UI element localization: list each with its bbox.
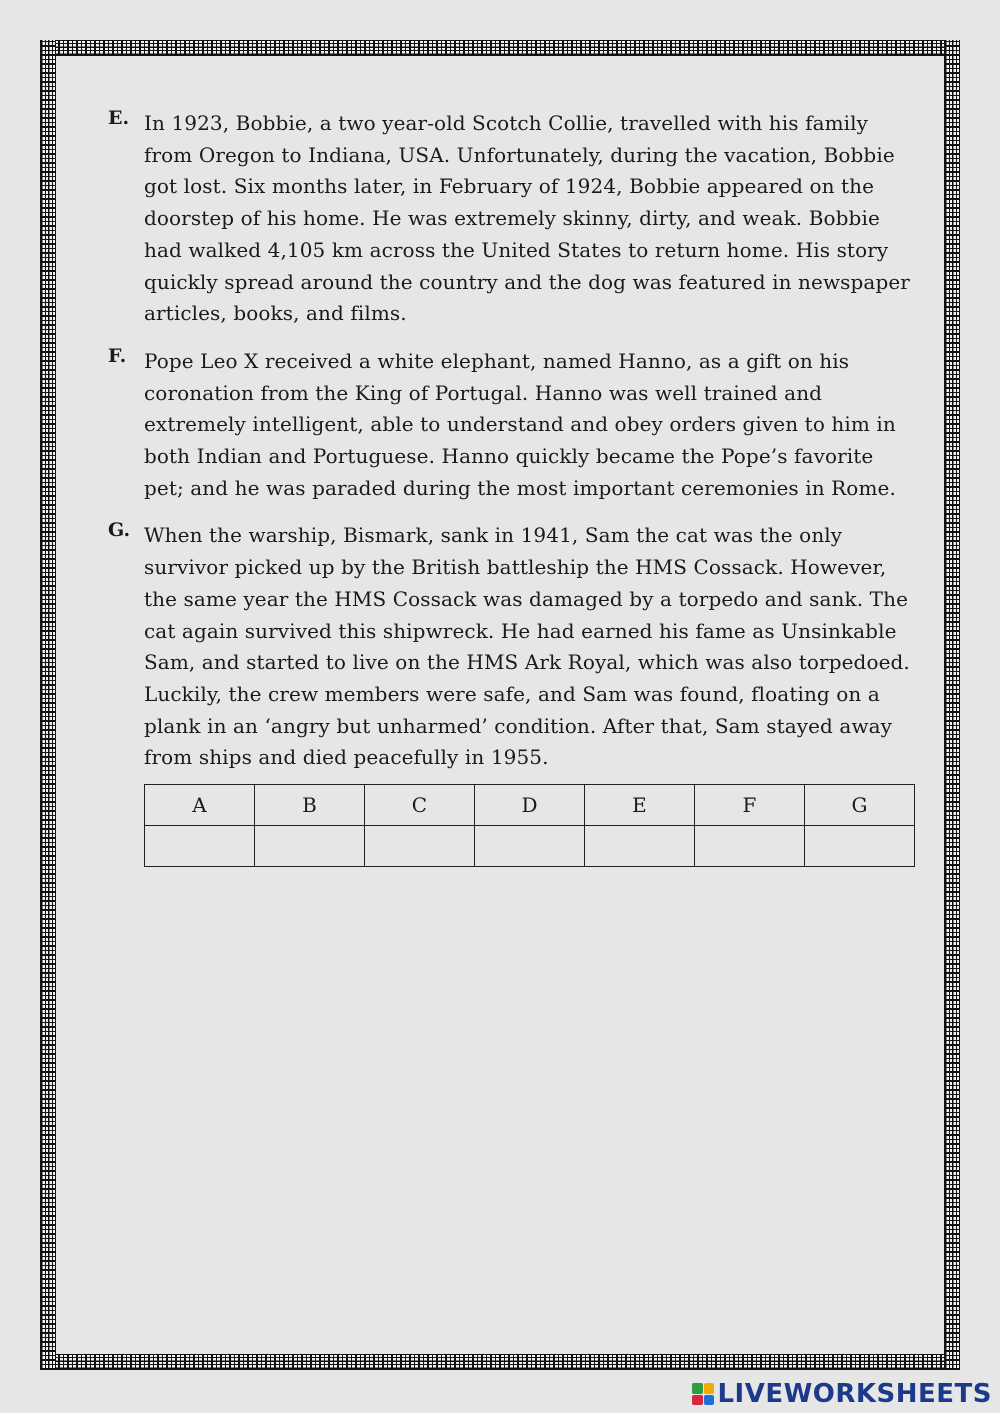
answer-cell-e[interactable] [584, 826, 694, 867]
liveworksheets-brand [692, 1379, 992, 1409]
answer-header-g: G [804, 785, 914, 826]
answer-table [144, 784, 915, 867]
paragraph-letter: F. [108, 344, 127, 367]
answer-header-b: B [254, 785, 364, 826]
paragraph-e [108, 108, 918, 330]
answer-header-f: F [694, 785, 804, 826]
brand-name: LIVEWORKSHEETS [717, 1379, 992, 1409]
border-bottom [40, 1354, 960, 1370]
paragraph-text: Pope Leo X received a white elephant, named Hanno, as a gift on his coronation from the King of Portugal. Hanno was well trained and extremely intelligent, able to understand and obey orders given to him in both Indian and Portuguese. Hanno quickly became the Pope’s favorite pet; and he was paraded during the most important ceremonies in Rome. [144, 348, 896, 500]
logo-square-3 [692, 1395, 703, 1406]
answer-cell-g[interactable] [804, 826, 914, 867]
paragraph-g [108, 520, 918, 774]
border-top [40, 40, 960, 56]
paragraph-letter: G. [108, 519, 131, 542]
answer-cell-d[interactable] [474, 826, 584, 867]
answer-table-header-row [145, 785, 915, 826]
logo-square-2 [704, 1383, 715, 1394]
answer-header-d: D [474, 785, 584, 826]
answer-header-c: C [364, 785, 474, 826]
answer-table-input-row [145, 826, 915, 867]
answer-cell-f[interactable] [694, 826, 804, 867]
border-right [944, 40, 960, 1370]
paragraph-f [108, 346, 918, 505]
answer-header-a: A [145, 785, 255, 826]
logo-square-1 [692, 1383, 703, 1394]
border-left [40, 40, 56, 1370]
answer-header-e: E [584, 785, 694, 826]
answer-cell-b[interactable] [254, 826, 364, 867]
paragraph-letter: E. [108, 107, 130, 129]
logo-square-4 [704, 1395, 715, 1406]
paragraph-text: In 1923, Bobbie, a two year-old Scotch Collie, travelled with his family from Oregon to Indiana, USA. Unfortunately, during the vacation, Bobbie got lost. Six months later, in February of 1924, Bobbie appeared on the doorstep of his home. He was extremely skinny, dirty, and weak. Bobbie had walked 4,105 km across the United States to return home. His story quickly spread around the country and the dog was featured in newspaper articles, books, and films. [144, 111, 910, 326]
paragraph-text: When the warship, Bismark, sank in 1941, Sam the cat was the only survivor picked up by the British battleship the HMS Cossack. However, the same year the HMS Cossack was damaged by a torpedo and sank. The cat again survived this shipwreck. He had earned his fame as Unsinkable Sam, and started to live on the HMS Ark Royal, which was also torpedoed. Luckily, the crew members were safe, and Sam was found, floating on a plank in an ‘angry but unharmed’ condition. After that, Sam stayed away from ships and died peacefully in 1955. [144, 523, 910, 770]
worksheet-content [108, 108, 918, 867]
liveworksheets-logo-icon [692, 1383, 714, 1405]
answer-cell-c[interactable] [364, 826, 474, 867]
answer-cell-a[interactable] [145, 826, 255, 867]
